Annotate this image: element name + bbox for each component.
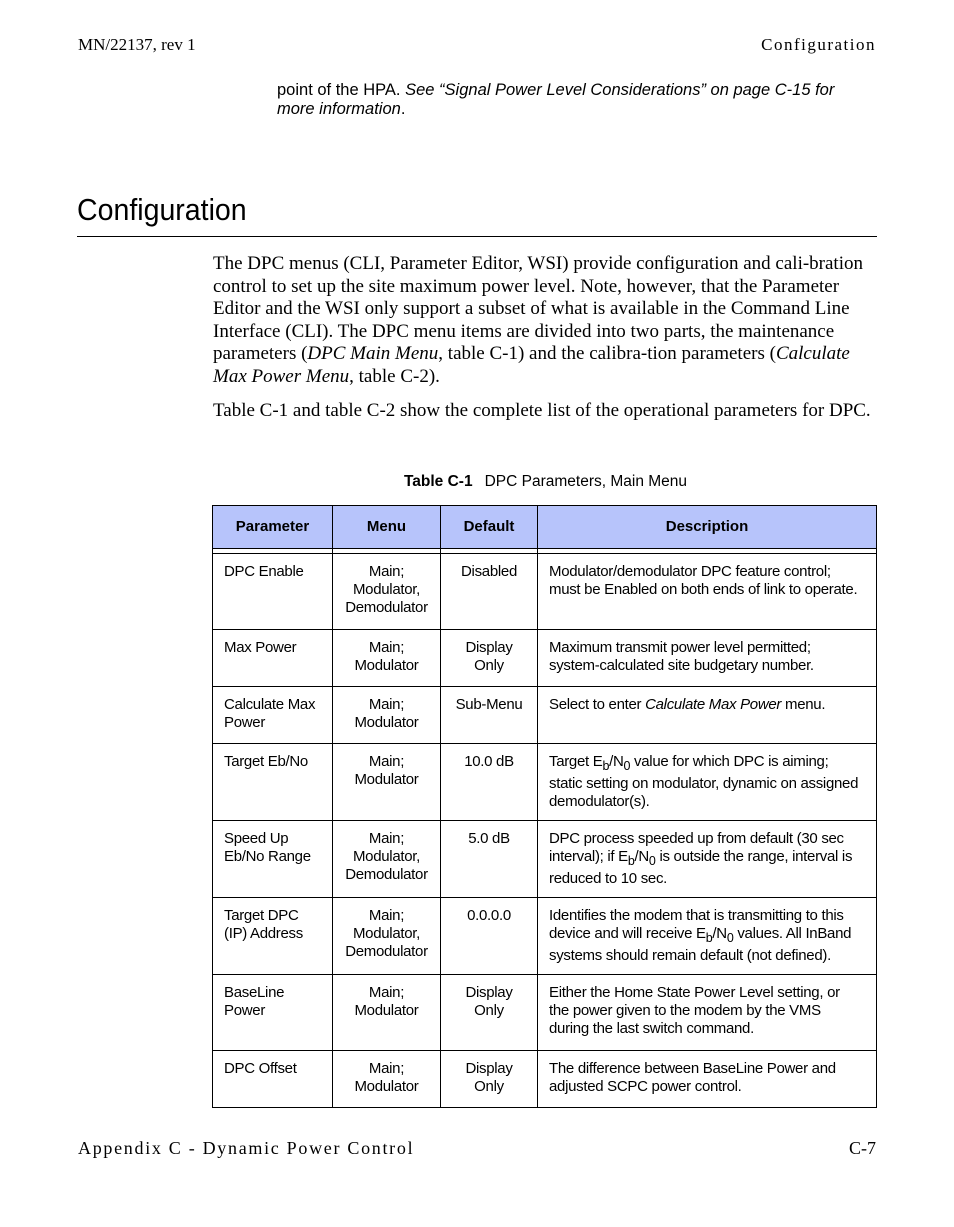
cell-description: DPC process speeded up from default (30 sec interval); if $E_b/N_0$ is outside the range, interval is reduced to 10 sec. [538,821,877,898]
cell-default: 0.0.0.0 [441,898,538,975]
table-row [213,975,877,1051]
footer-page-number: C-7 [849,1138,876,1158]
cell-description: Maximum transmit power level permitted; system-calculated site budgetary number. [538,630,877,687]
cell-description: Select to enter Calculate Max Power menu. [538,687,877,744]
header-doc-id: MN/22137, rev 1 [78,35,196,54]
table-row [213,744,877,821]
cell-parameter: Calculate Max Power [213,687,333,744]
cell-default: 10.0 dB [441,744,538,821]
cell-default: Sub-Menu [441,687,538,744]
paragraph-1 [213,253,878,389]
table-row [213,630,877,687]
header-section: Configuration [761,35,876,54]
cell-parameter: Target DPC (IP) Address [213,898,333,975]
continuation-text [277,81,837,119]
cell-parameter: DPC Offset [213,1051,333,1108]
caption-label: Table C-1 [403,473,473,490]
section-rule [77,236,877,237]
cell-parameter: Speed Up Eb/No Range [213,821,333,898]
p1-italic-a: DPC Main Menu [307,343,439,365]
cell-description: Target $E_b/N_0$ value for which DPC is aiming; static setting on modulator, dynamic on assigned demodulator(s). [538,744,877,821]
cell-description: Identifies the modem that is transmitting to this device and will receive $E_b/N_0$ values. All InBand systems should remain default (not defined). [538,898,877,975]
cell-menu: Main; Modulator [333,630,441,687]
cell-menu: Main; Modulator, Demodulator [333,898,441,975]
cell-menu: Main; Modulator [333,744,441,821]
cell-default: 5.0 dB [441,821,538,898]
footer-appendix-title: Appendix C - Dynamic Power Control [78,1138,415,1158]
cell-menu: Main; Modulator [333,1051,441,1108]
cell-parameter: DPC Enable [213,554,333,630]
col-header-description: Description [538,506,877,549]
cell-menu: Main; Modulator [333,687,441,744]
cell-parameter: Target Eb/No [213,744,333,821]
p1-italic-b: Calculate Max Power Menu [213,343,850,387]
cell-default: Display Only [441,1051,538,1108]
col-header-menu: Menu [333,506,441,549]
paragraph-2: Table C-1 and table C-2 show the complete list of the operational parameters for DPC. [213,399,871,421]
caption-text: DPC Parameters, Main Menu [484,473,688,490]
cell-menu: Main; Modulator, Demodulator [333,554,441,630]
p1-text-b: , table C-1) and the calibra-tion parameters ( [438,343,776,365]
cell-parameter: Max Power [213,630,333,687]
cell-default: Display Only [441,630,538,687]
dpc-parameters-table [212,505,877,1108]
table-row [213,554,877,630]
table-row [213,687,877,744]
cell-description: Either the Home State Power Level setting, or the power given to the modem by the VMS during the last switch command. [538,975,877,1051]
col-header-parameter: Parameter [213,506,333,549]
col-header-default: Default [441,506,538,549]
table-row [213,898,877,975]
table-row [213,1051,877,1108]
section-title: Configuration [77,192,247,227]
cell-description: The difference between BaseLine Power and adjusted SCPC power control. [538,1051,877,1108]
continuation-reference: See “Signal Power Level Considerations” on page C-15 for more information [277,81,835,118]
cell-default: Disabled [441,554,538,630]
body-text [213,253,878,433]
cell-menu: Main; Modulator [333,975,441,1051]
cell-description: Modulator/demodulator DPC feature control; must be Enabled on both ends of link to operate. [538,554,877,630]
p1-text-a: The DPC menus (CLI, Parameter Editor, WSI) provide configuration and cali-bration control to set up the site maximum power level. Note, however, that the Parameter Editor and the WSI only support a subset of what is available in the Command Line Interface (CLI). The DPC menu items are divided into two parts, the maintenance parameters ( [213,253,863,365]
table-caption [213,473,878,491]
p1-text-c: , table C-2). [349,365,440,387]
continuation-plain: point of the HPA. [277,81,406,99]
table-header-row [213,506,877,549]
table-row [213,821,877,898]
cell-parameter: BaseLine Power [213,975,333,1051]
cell-default: Display Only [441,975,538,1051]
continuation-end: . [400,100,406,118]
cell-menu: Main; Modulator, Demodulator [333,821,441,898]
